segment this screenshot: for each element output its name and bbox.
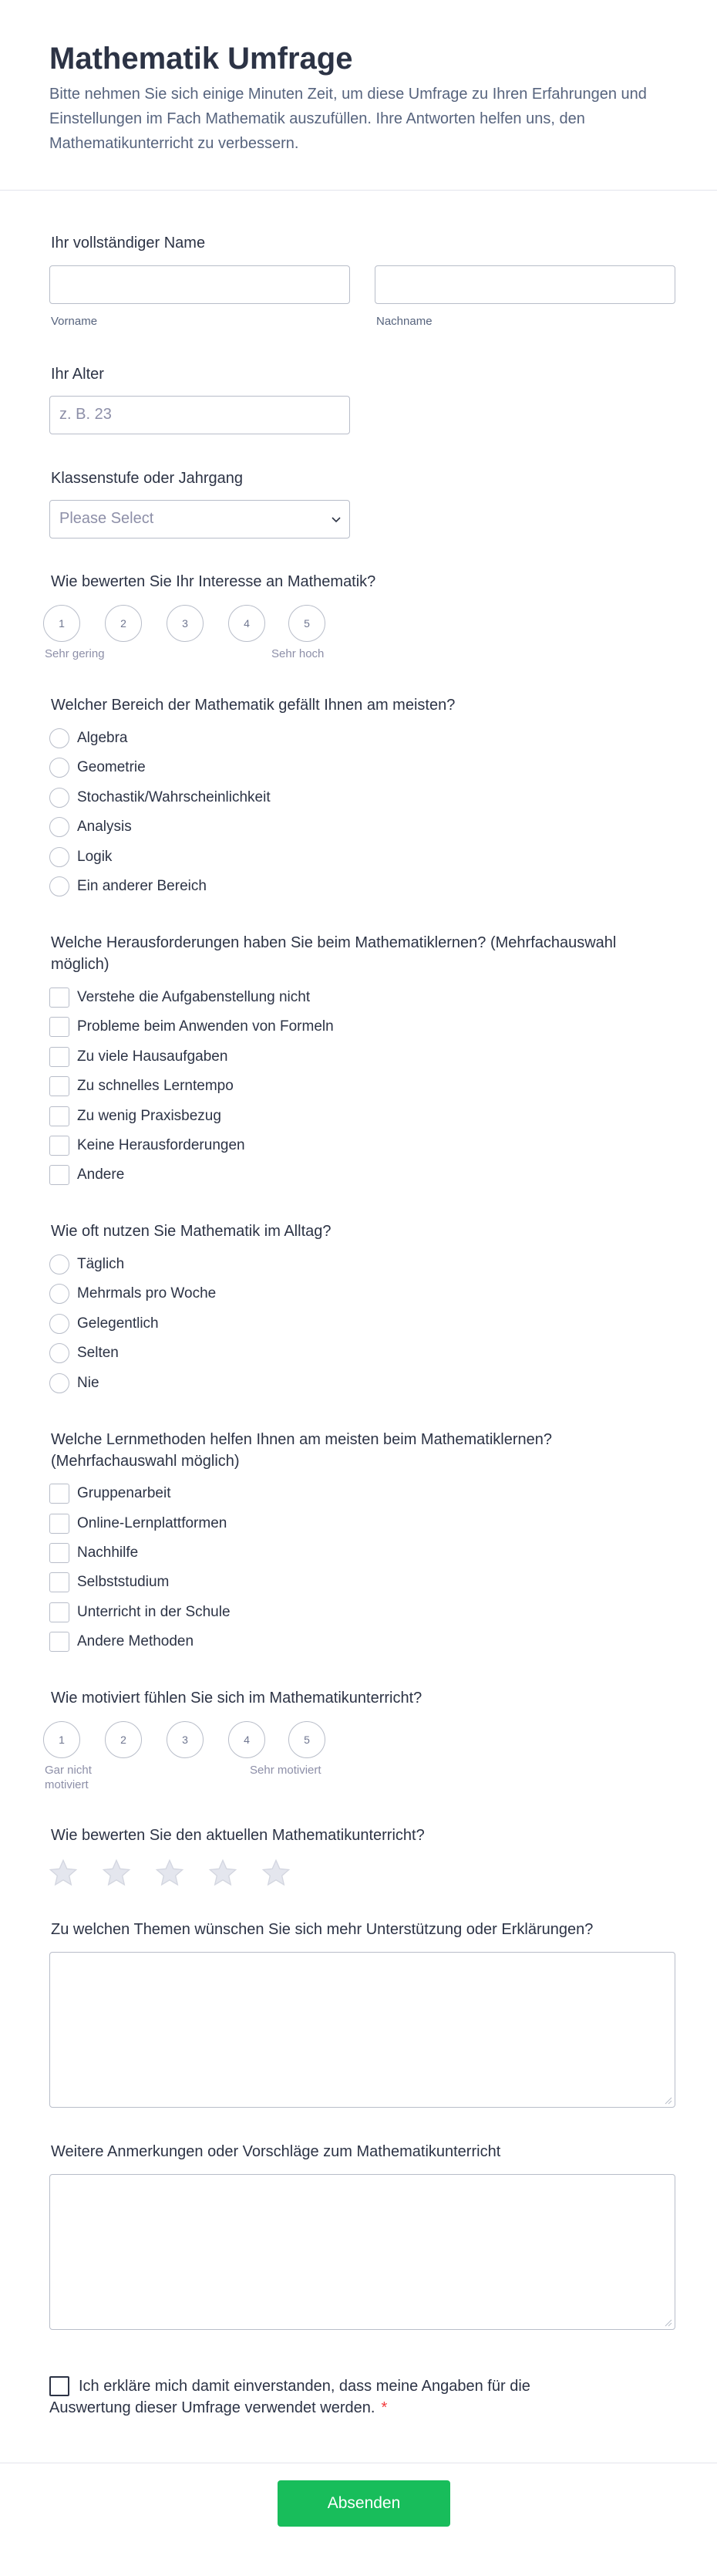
interest-scale-4[interactable]: 4 xyxy=(228,605,265,642)
frequency-option[interactable] xyxy=(49,1373,99,1393)
checkbox[interactable] xyxy=(49,1076,69,1096)
radio-button[interactable] xyxy=(49,817,69,837)
star-icon[interactable] xyxy=(48,1858,79,1889)
star-icon[interactable] xyxy=(154,1858,185,1889)
age-input[interactable] xyxy=(49,396,350,434)
method-option[interactable] xyxy=(49,1632,194,1652)
challenge-option[interactable] xyxy=(49,1047,227,1067)
option-label: Andere xyxy=(77,1166,125,1183)
frequency-option[interactable] xyxy=(49,1284,216,1304)
option-label: Nie xyxy=(77,1375,99,1391)
option-label: Täglich xyxy=(77,1256,125,1272)
grade-select[interactable] xyxy=(49,500,350,538)
checkbox[interactable] xyxy=(49,1543,69,1563)
checkbox[interactable] xyxy=(49,1165,69,1185)
radio-button[interactable] xyxy=(49,728,69,748)
topics-label: Zu welchen Themen wünschen Sie sich mehr Unterstützung oder Erklärungen? xyxy=(51,1921,594,1938)
interest-label: Wie bewerten Sie Ihr Interesse an Mathematik? xyxy=(51,573,376,590)
last-name-sublabel: Nachname xyxy=(376,315,433,328)
name-label: Ihr vollständiger Name xyxy=(51,235,206,252)
option-label: Nachhilfe xyxy=(77,1545,139,1561)
resize-handle-icon[interactable] xyxy=(665,2319,672,2327)
radio-button[interactable] xyxy=(49,1284,69,1304)
rating-label: Wie bewerten Sie den aktuellen Mathematikunterricht? xyxy=(51,1827,425,1844)
frequency-label: Wie oft nutzen Sie Mathematik im Alltag? xyxy=(51,1223,332,1240)
first-name-sublabel: Vorname xyxy=(51,315,98,328)
checkbox[interactable] xyxy=(49,1136,69,1156)
consent-text-line2-row xyxy=(49,2396,387,2419)
motivation-low-label-line2: motiviert xyxy=(45,1778,89,1791)
option-label: Ein anderer Bereich xyxy=(77,878,207,894)
method-option[interactable] xyxy=(49,1602,231,1622)
age-label: Ihr Alter xyxy=(51,366,104,383)
consent-checkbox[interactable] xyxy=(49,2376,69,2396)
challenge-option[interactable] xyxy=(49,988,310,1008)
age-placeholder: z. B. 23 xyxy=(59,406,112,423)
method-option[interactable] xyxy=(49,1514,227,1534)
checkbox[interactable] xyxy=(49,1602,69,1622)
motivation-scale-5[interactable]: 5 xyxy=(288,1721,325,1758)
frequency-option[interactable] xyxy=(49,1314,159,1334)
checkbox[interactable] xyxy=(49,1484,69,1504)
area-option[interactable] xyxy=(49,758,146,778)
challenges-label-line2: möglich) xyxy=(51,956,109,973)
consent-text-line2: Auswertung dieser Umfrage verwendet werden. xyxy=(49,2399,375,2416)
checkbox[interactable] xyxy=(49,1572,69,1592)
radio-button[interactable] xyxy=(49,1343,69,1363)
area-option[interactable] xyxy=(49,788,271,808)
option-label: Online-Lernplattformen xyxy=(77,1515,227,1531)
motivation-low-label-line1: Gar nicht xyxy=(45,1764,92,1777)
interest-scale-2[interactable]: 2 xyxy=(105,605,142,642)
form-header xyxy=(0,0,717,191)
motivation-high-label: Sehr motiviert xyxy=(250,1764,321,1777)
chevron-down-icon xyxy=(331,515,342,525)
interest-low-label: Sehr gering xyxy=(45,647,105,660)
option-label: Logik xyxy=(77,849,113,865)
grade-label: Klassenstufe oder Jahrgang xyxy=(51,470,244,487)
challenge-option[interactable] xyxy=(49,1017,334,1037)
challenge-option[interactable] xyxy=(49,1106,221,1126)
area-option[interactable] xyxy=(49,728,128,748)
area-option[interactable] xyxy=(49,876,207,896)
option-label: Zu schnelles Lerntempo xyxy=(77,1078,234,1094)
checkbox[interactable] xyxy=(49,1017,69,1037)
checkbox[interactable] xyxy=(49,1514,69,1534)
remarks-label: Weitere Anmerkungen oder Vorschläge zum Mathematikunterricht xyxy=(51,2143,501,2160)
radio-button[interactable] xyxy=(49,1254,69,1274)
submit-button[interactable]: Absenden xyxy=(278,2480,450,2527)
topics-textarea[interactable] xyxy=(49,1952,675,2108)
motivation-scale-3[interactable]: 3 xyxy=(167,1721,204,1758)
option-label: Algebra xyxy=(77,730,128,746)
remarks-textarea[interactable] xyxy=(49,2174,675,2330)
interest-high-label: Sehr hoch xyxy=(271,647,325,660)
interest-scale-3[interactable]: 3 xyxy=(167,605,204,642)
checkbox[interactable] xyxy=(49,1047,69,1067)
frequency-option[interactable] xyxy=(49,1254,124,1274)
method-option[interactable] xyxy=(49,1572,169,1592)
consent-text-line1: Ich erkläre mich damit einverstanden, dass meine Angaben für die xyxy=(79,2378,530,2395)
checkbox[interactable] xyxy=(49,1106,69,1126)
form-title: Mathematik Umfrage xyxy=(49,42,353,76)
star-icon[interactable] xyxy=(101,1858,132,1889)
required-mark: * xyxy=(381,2399,388,2416)
option-label: Probleme beim Anwenden von Formeln xyxy=(77,1018,334,1035)
option-label: Keine Herausforderungen xyxy=(77,1137,245,1153)
radio-button[interactable] xyxy=(49,1373,69,1393)
checkbox[interactable] xyxy=(49,1632,69,1652)
option-label: Zu wenig Praxisbezug xyxy=(77,1108,221,1124)
option-label: Zu viele Hausaufgaben xyxy=(77,1048,228,1065)
area-option[interactable] xyxy=(49,817,132,837)
motivation-scale-4[interactable]: 4 xyxy=(228,1721,265,1758)
grade-select-value: Please Select xyxy=(59,510,154,527)
option-label: Analysis xyxy=(77,819,132,835)
method-option[interactable] xyxy=(49,1543,138,1563)
star-icon[interactable] xyxy=(207,1858,238,1889)
star-icon[interactable] xyxy=(261,1858,291,1889)
option-label: Verstehe die Aufgabenstellung nicht xyxy=(77,989,311,1005)
form-description: Bitte nehmen Sie sich einige Minuten Zeit, um diese Umfrage zu Ihren Erfahrungen und Einstellungen im Fach Mathematik auszufüllen. Ihre Antworten helfen uns, den Mathematikunterricht zu verbessern. xyxy=(49,86,647,152)
option-label: Gelegentlich xyxy=(77,1315,159,1332)
challenge-option[interactable] xyxy=(49,1165,124,1185)
option-label: Selten xyxy=(77,1345,119,1361)
radio-button[interactable] xyxy=(49,788,69,808)
radio-button[interactable] xyxy=(49,758,69,778)
option-label: Stochastik/Wahrscheinlichkeit xyxy=(77,789,271,805)
option-label: Geometrie xyxy=(77,759,146,775)
interest-scale-1[interactable]: 1 xyxy=(43,605,80,642)
area-label: Welcher Bereich der Mathematik gefällt Ihnen am meisten? xyxy=(51,697,456,714)
option-label: Unterricht in der Schule xyxy=(77,1604,231,1620)
first-name-input[interactable] xyxy=(49,265,350,304)
interest-scale-5[interactable]: 5 xyxy=(288,605,325,642)
method-option[interactable] xyxy=(49,1484,170,1504)
challenge-option[interactable] xyxy=(49,1076,234,1096)
area-option[interactable] xyxy=(49,847,112,867)
motivation-label: Wie motiviert fühlen Sie sich im Mathematikunterricht? xyxy=(51,1690,422,1707)
motivation-scale-1[interactable]: 1 xyxy=(43,1721,80,1758)
challenge-option[interactable] xyxy=(49,1136,245,1156)
option-label: Andere Methoden xyxy=(77,1633,194,1649)
last-name-input[interactable] xyxy=(375,265,675,304)
radio-button[interactable] xyxy=(49,1314,69,1334)
methods-label-line1: Welche Lernmethoden helfen Ihnen am meisten beim Mathematiklernen? xyxy=(51,1431,552,1448)
resize-handle-icon[interactable] xyxy=(665,2097,672,2105)
checkbox[interactable] xyxy=(49,988,69,1008)
frequency-option[interactable] xyxy=(49,1343,119,1363)
radio-button[interactable] xyxy=(49,876,69,896)
option-label: Gruppenarbeit xyxy=(77,1485,171,1501)
option-label: Selbststudium xyxy=(77,1574,170,1590)
radio-button[interactable] xyxy=(49,847,69,867)
challenges-label-line1: Welche Herausforderungen haben Sie beim Mathematiklernen? (Mehrfachauswahl xyxy=(51,934,617,951)
methods-label-line2: (Mehrfachauswahl möglich) xyxy=(51,1453,240,1470)
motivation-scale-2[interactable]: 2 xyxy=(105,1721,142,1758)
option-label: Mehrmals pro Woche xyxy=(77,1285,217,1302)
